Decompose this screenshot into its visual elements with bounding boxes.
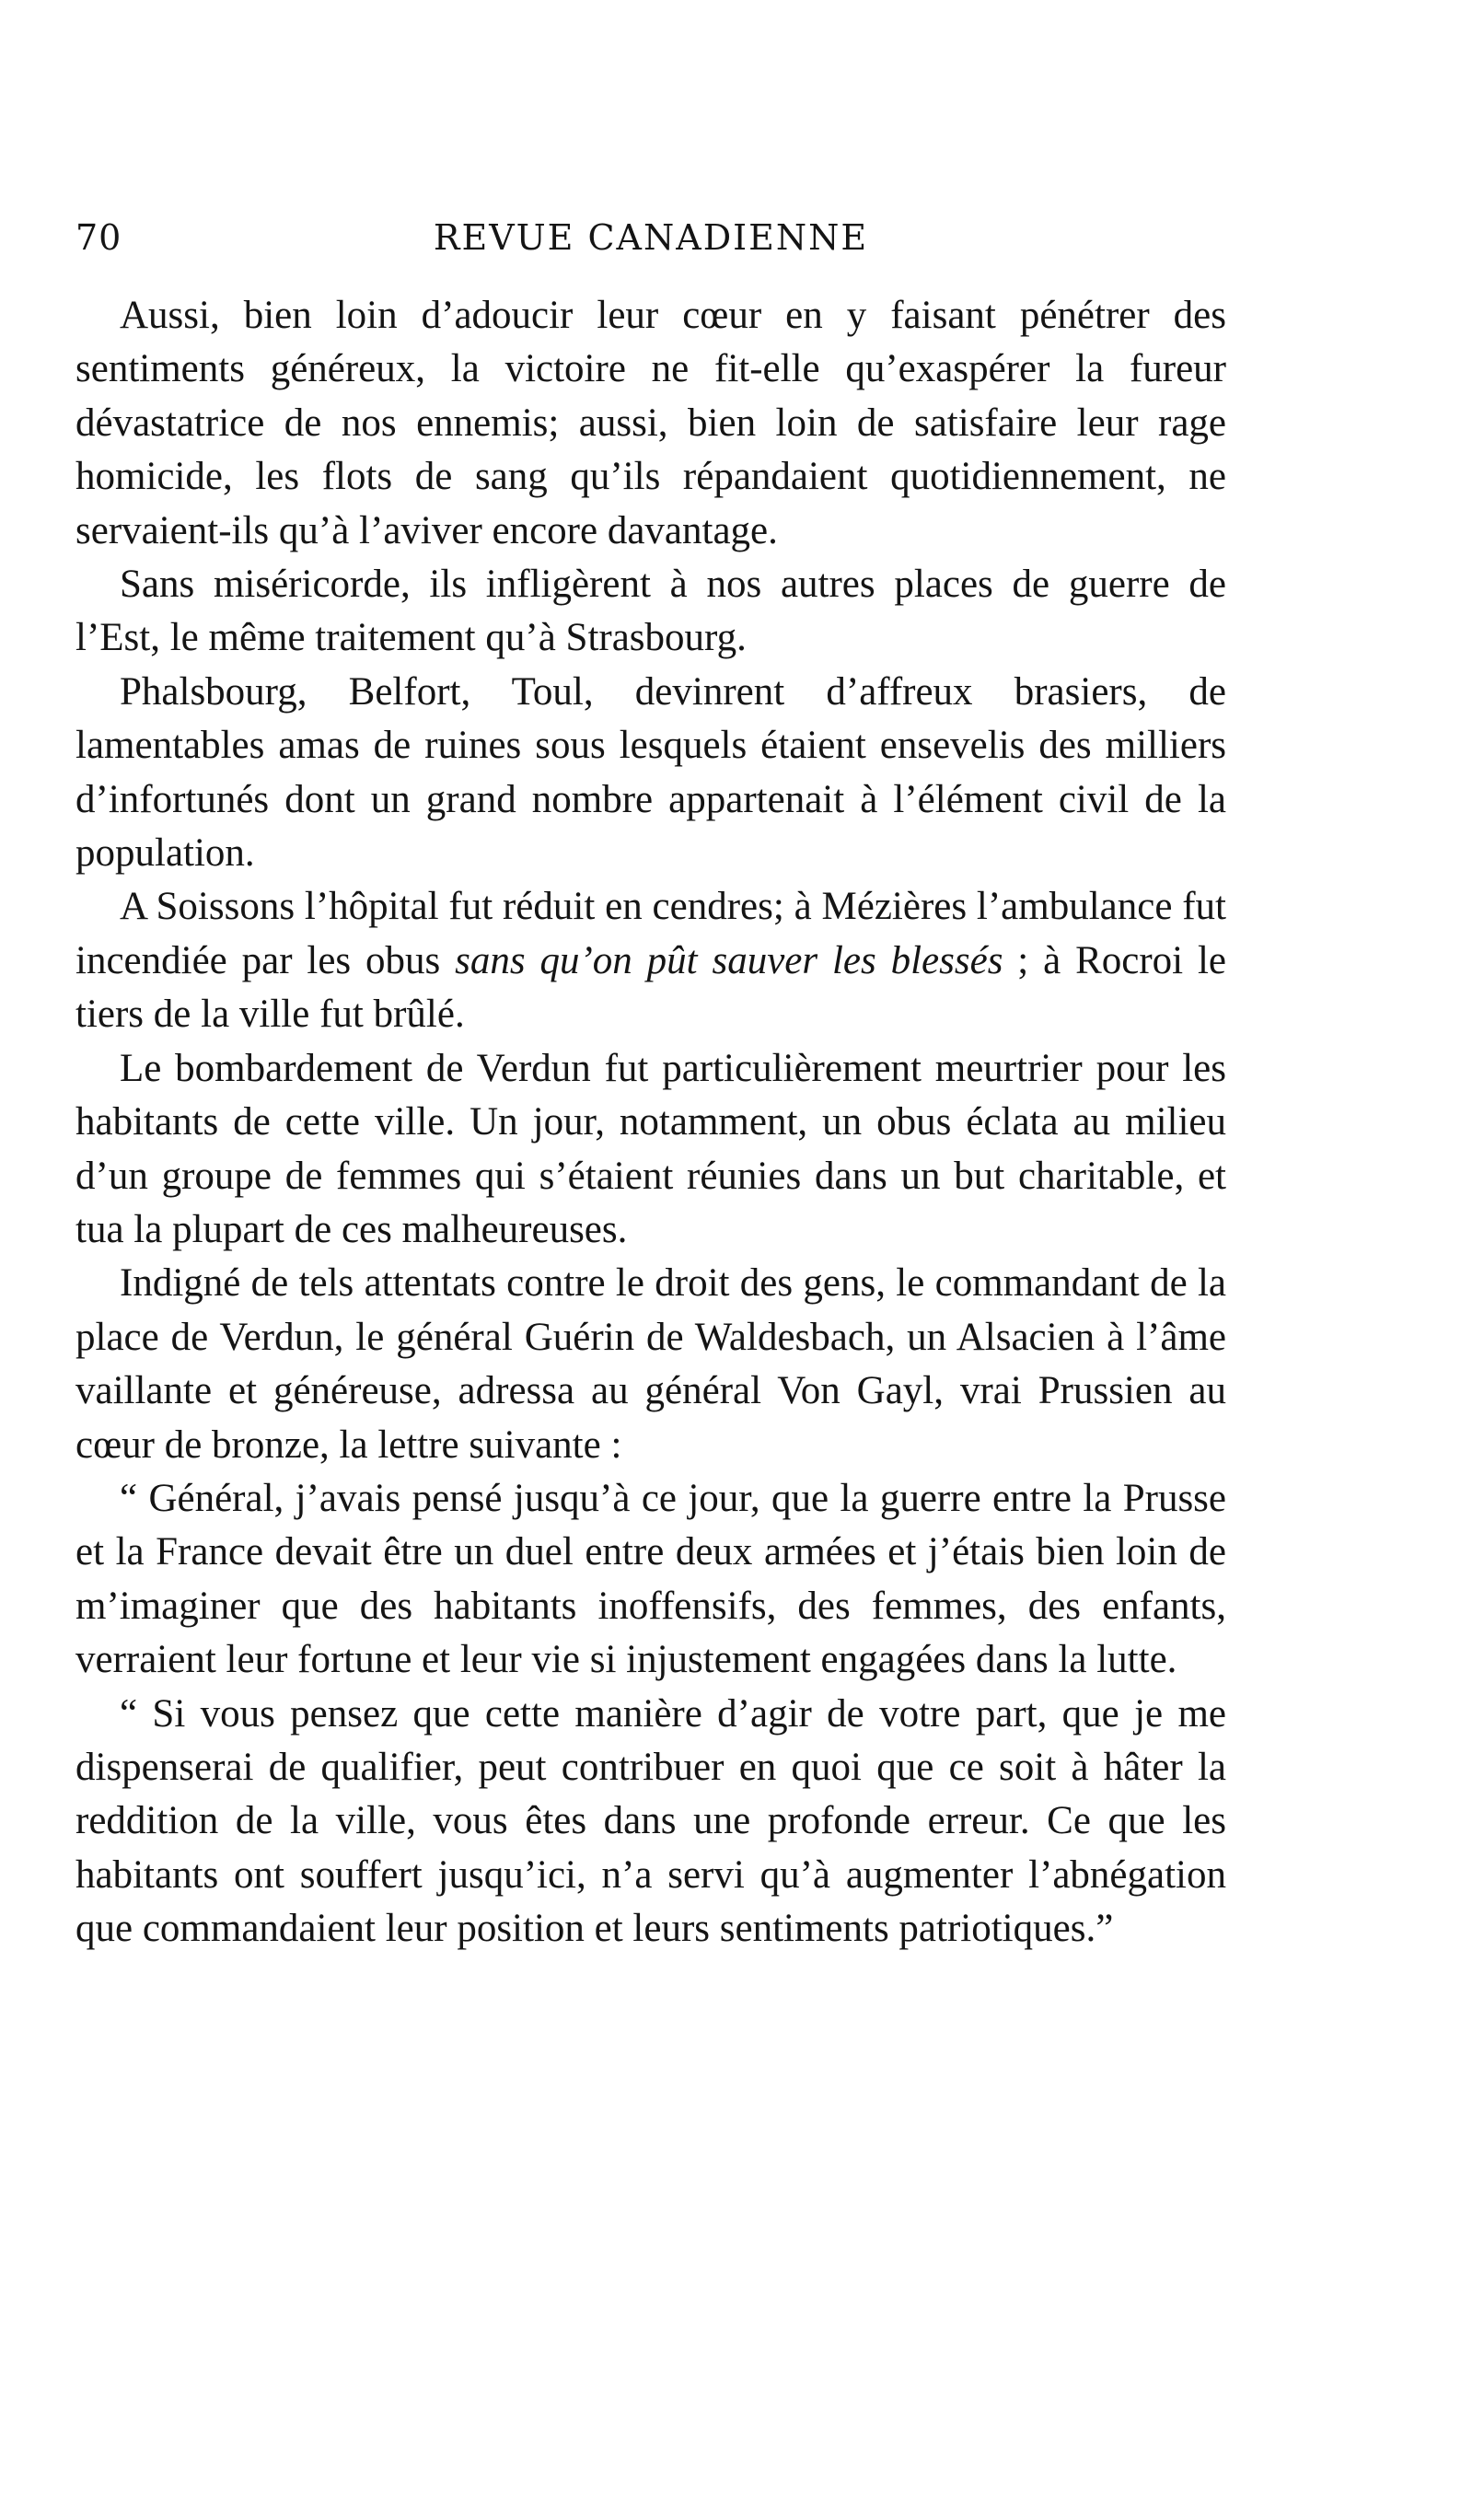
paragraph-6: Indigné de tels attentats contre le droit des gens, le commandant de la place de Verdun, le général Guérin de Waldesbach, un Alsacien à l’âme vaillante et généreuse, adressa au général Von Gayl, vrai Prussien au cœur de bronze, la lettre suivante : bbox=[75, 1261, 1226, 1467]
paragraph-5: Le bombardement de Verdun fut particulièrement meurtrier pour les habitants de cette ville. Un jour, notamment, un obus éclata au milieu d’un groupe de femmes qui s’étaient réunies dans un but charitable, et tua la plupart de ces malheureuses. bbox=[75, 1046, 1226, 1251]
paragraph-3: Phalsbourg, Belfort, Toul, devinrent d’affreux brasiers, de lamentables amas de ruines sous lesquels étaient ensevelis des milliers d’infortunés dont un grand nombre appartenait à l’élément civil de la population. bbox=[75, 669, 1226, 876]
paragraph-4-text-after: ; à Rocroi le tiers de la ville fut brûlé. bbox=[75, 938, 1227, 1037]
paragraph-4 bbox=[75, 880, 1226, 1041]
paragraph-8: “ Si vous pensez que cette manière d’agir de votre part, que je me dispenserai de qualifier, peut contribuer en quoi que ce soit à hâter la reddition de la ville, vous êtes dans une profonde erreur. Ce que les habitants ont souffert jusqu’ici, n’a servi qu’à augmenter l’abnégation que commandaient leur position et leurs sentiments patriotiques.” bbox=[75, 1691, 1226, 1951]
body-text bbox=[75, 289, 1226, 1956]
running-head bbox=[75, 210, 1226, 265]
paragraph-4-text-before: A Soissons l’hôpital fut réduit en cendres; à Mézières l’ambulance fut incendiée par les obus bbox=[75, 885, 1226, 982]
page-number: 70 bbox=[75, 217, 122, 258]
paragraph-4-italic: sans qu’on pût sauver les blessés bbox=[455, 938, 1003, 982]
paragraph-2: Sans miséricorde, ils infligèrent à nos autres places de guerre de l’Est, le même traitement qu’à Strasbourg. bbox=[75, 563, 1226, 660]
paragraph-1: Aussi, bien loin d’adoucir leur cœur en y faisant pénétrer des sentiments généreux, la victoire ne fit-elle qu’exaspérer la fureur dévastatrice de nos ennemis; aussi, bien loin de satisfaire leur rage homicide, les flots de sang qu’ils répandaient quotidiennement, ne servaient-ils qu’à l’aviver encore davantage. bbox=[75, 294, 1226, 552]
paragraph-7: “ Général, j’avais pensé jusqu’à ce jour, que la guerre entre la Prusse et la France devait être un duel entre deux armées et j’étais bien loin de m’imaginer que des habitants inoffensifs, des femmes, des enfants, verraient leur fortune et leur vie si injustement engagées dans la lutte. bbox=[75, 1476, 1226, 1682]
running-title: REVUE CANADIENNE bbox=[433, 217, 869, 258]
